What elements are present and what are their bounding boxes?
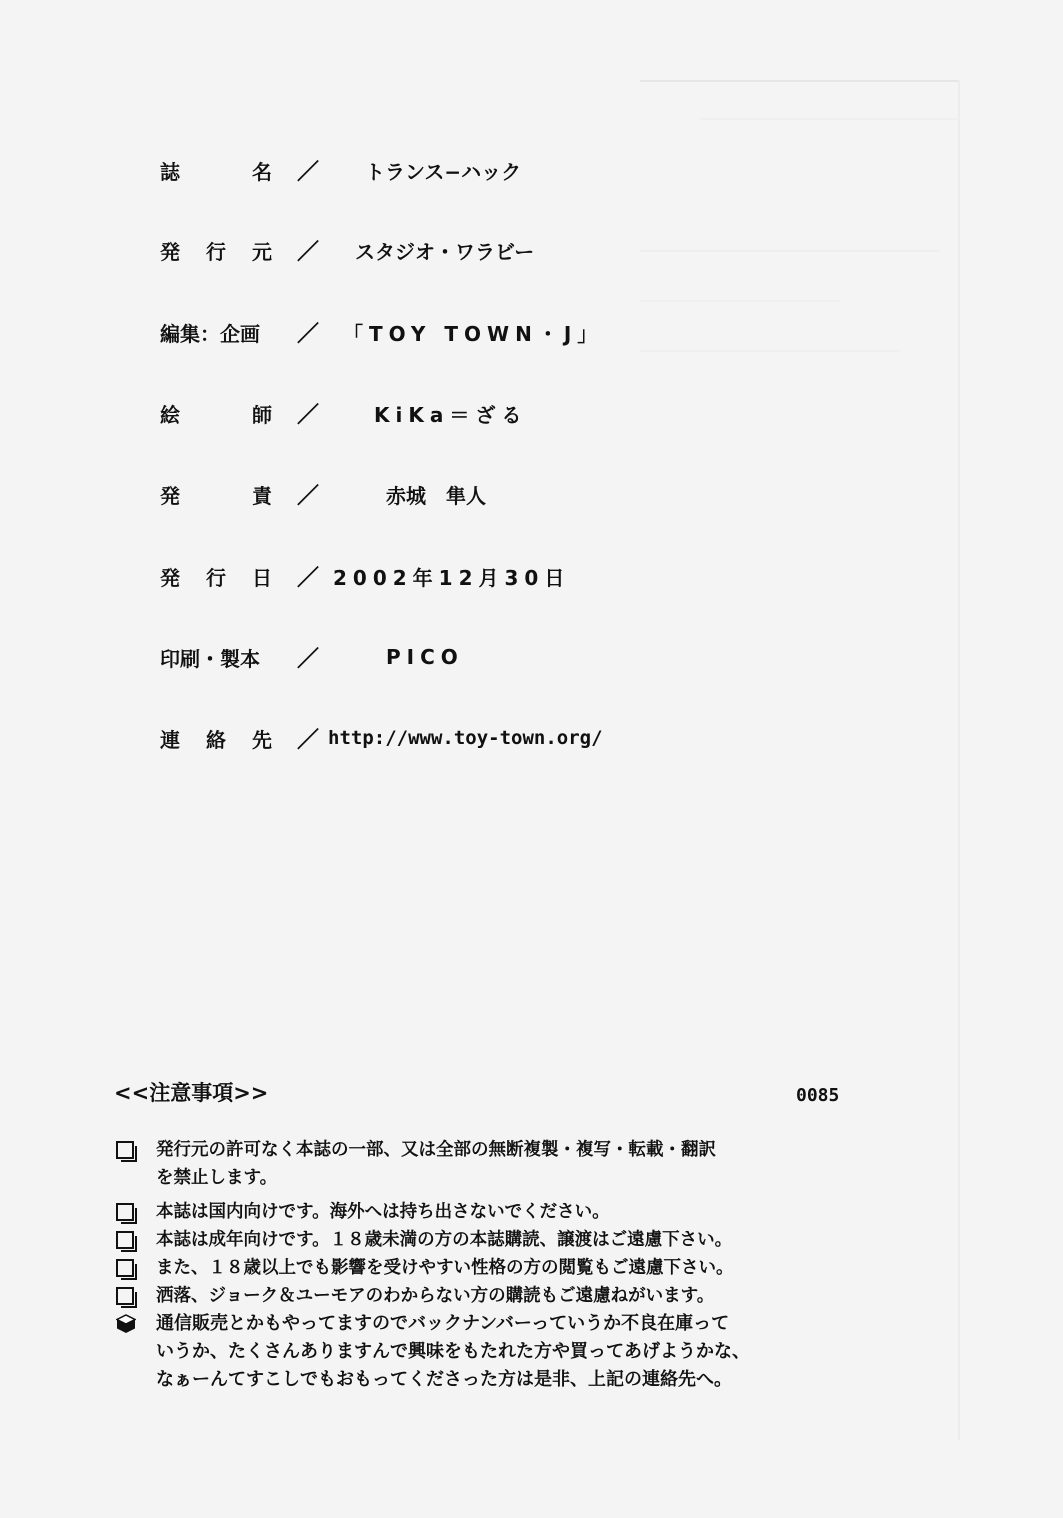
colophon-row	[160, 474, 860, 514]
note-text: 発行元の許可なく本誌の一部、又は全部の無断複製・複写・転載・翻訳	[156, 1140, 716, 1160]
colophon-label-text: 編集：企画	[160, 321, 260, 346]
colophon-label	[160, 156, 272, 185]
note-item	[112, 1198, 852, 1226]
show-through-line	[700, 118, 960, 120]
note-text: 通信販売とかもやってますのでバックナンバーっていうか不良在庫って	[156, 1313, 730, 1334]
separator-slash: ／	[296, 321, 319, 347]
colophon-value: 2002年12月30日	[333, 565, 571, 590]
colophon-label-text: 連	[160, 727, 180, 752]
colophon-value[interactable]: http://www.toy-town.org/	[328, 727, 603, 749]
colophon-label	[160, 724, 272, 753]
colophon-row	[160, 637, 860, 677]
note-text: また、１８歳以上でも影響を受けやすい性格の方の閲覧もご遠慮下さい。	[156, 1258, 734, 1278]
separator-slash: ／	[296, 239, 319, 265]
note-text: 洒落、ジョーク＆ユーモアのわからない方の購読もご遠慮ねがいます。	[156, 1286, 715, 1306]
separator-slash: ／	[296, 483, 319, 509]
notes-list	[112, 1136, 852, 1394]
colophon-label-text: 絡	[206, 727, 226, 752]
note-text: を禁止します。	[156, 1168, 278, 1188]
separator-slash: ／	[296, 402, 319, 428]
show-through-line	[640, 300, 840, 302]
show-through-line	[958, 80, 960, 1440]
colophon-label-text: 先	[252, 727, 272, 752]
colophon-label-text: 責	[252, 483, 272, 508]
colophon-label	[160, 236, 272, 265]
checkbox-icon	[116, 1287, 134, 1305]
colophon-label-text: 元	[252, 239, 272, 264]
note-text: 本誌は国内向けです。海外へは持ち出さないでください。	[156, 1202, 610, 1222]
checkbox-icon	[116, 1231, 134, 1249]
colophon-row	[160, 556, 860, 596]
note-item	[112, 1254, 852, 1282]
colophon-label-text: 行	[206, 565, 226, 590]
colophon-value: PICO	[386, 645, 464, 669]
colophon-label-text: 絵	[160, 402, 180, 427]
checkbox-icon	[116, 1203, 134, 1221]
colophon-label	[160, 318, 272, 347]
colophon-label-text: 師	[252, 402, 272, 427]
colophon-label-text: 発	[160, 483, 180, 508]
colophon-row	[160, 718, 860, 758]
note-text: なぁーんてすこしでもおもってくださった方は是非、上記の連絡先へ。	[156, 1369, 732, 1390]
note-item	[112, 1136, 852, 1192]
colophon-value: 赤城 隼人	[386, 483, 486, 508]
separator-slash: ／	[296, 565, 319, 591]
cube-icon	[116, 1314, 136, 1334]
colophon-row	[160, 312, 860, 352]
note-item	[112, 1282, 852, 1310]
note-item	[112, 1226, 852, 1254]
colophon-value: KiKa＝ざる	[374, 402, 528, 427]
colophon-value: トランス−ハック	[365, 159, 522, 184]
colophon-row	[160, 150, 860, 190]
colophon-value: スタジオ・ワラビー	[355, 239, 535, 264]
show-through-line	[640, 80, 960, 82]
colophon-label-text: 名	[252, 159, 272, 184]
colophon-value: 「TOY TOWN・J」	[343, 321, 604, 346]
notes-title: <<注意事項>>	[114, 1081, 269, 1105]
colophon-label	[160, 643, 272, 672]
colophon-label-text: 日	[252, 565, 272, 590]
colophon-label-text: 行	[206, 239, 226, 264]
separator-slash: ／	[296, 159, 319, 185]
colophon-row	[160, 230, 860, 270]
colophon-label	[160, 399, 272, 428]
page-number: 0085	[796, 1085, 840, 1106]
separator-slash: ／	[296, 727, 319, 753]
checkbox-icon	[116, 1259, 134, 1277]
note-item	[112, 1310, 852, 1394]
colophon-label-text: 発	[160, 239, 180, 264]
colophon-label	[160, 562, 272, 591]
note-text: 本誌は成年向けです。１８歳未満の方の本誌購読、譲渡はご遠慮下さい。	[156, 1230, 733, 1250]
colophon-label-text: 発	[160, 565, 180, 590]
colophon-label-text: 誌	[160, 159, 180, 184]
checkbox-icon	[116, 1141, 134, 1159]
colophon-row	[160, 393, 860, 433]
colophon-label	[160, 480, 272, 509]
separator-slash: ／	[296, 646, 319, 672]
colophon-label-text: 印刷・製本	[160, 646, 260, 671]
note-text: いうか、たくさんありますんで興味をもたれた方や買ってあげようかな、	[156, 1341, 750, 1362]
